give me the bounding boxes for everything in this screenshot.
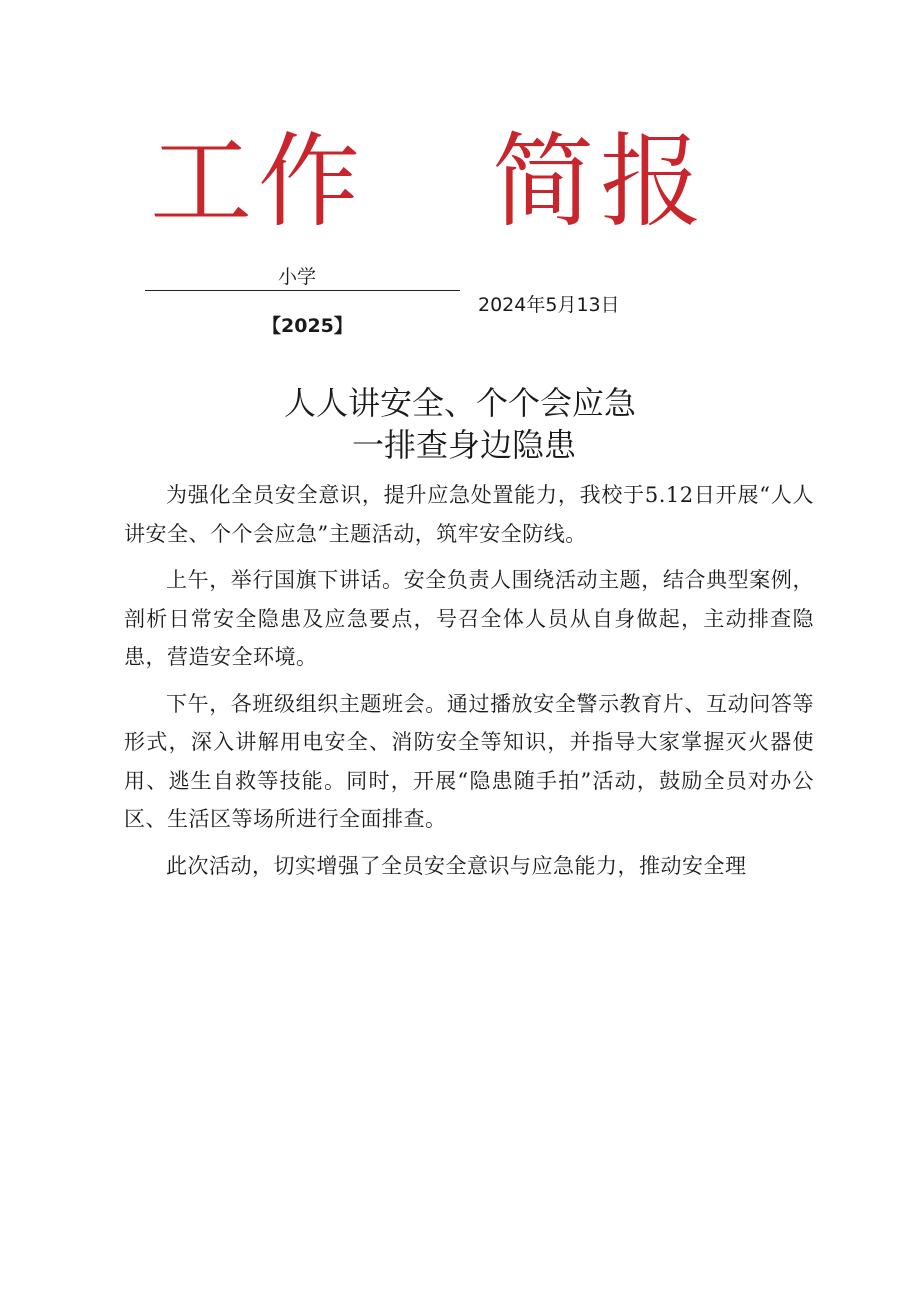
- paragraph: 下午，各班级组织主题班会。通过播放安全警示教育片、互动问答等形式，深入讲解用电安全、消防安全等知识，并指导大家掌握灭火器使用、逃生自救等技能。同时，开展“隐患随手拍”活动，鼓励全员对办公区、生活区等场所进行全面排查。: [124, 691, 814, 831]
- issue-number: 【2025】: [262, 315, 353, 337]
- paragraph: 此次活动，切实增强了全员安全意识与应急能力，推动安全理: [166, 853, 747, 878]
- article-subtitle: 一排查身边隐患: [351, 426, 576, 464]
- masthead-title: [150, 118, 750, 248]
- article-title: 人人讲安全、个个会应急: [283, 384, 636, 422]
- masthead-right: 简报: [492, 123, 708, 242]
- masthead-left: 工作: [150, 123, 366, 242]
- paragraph: 上午，举行国旗下讲话。安全负责人围绕活动主题，结合典型案例，剖析日常安全隐患及应急要点，号召全体人员从自身做起，主动排查隐患，营造安全环境。: [124, 568, 814, 669]
- article-body: [124, 476, 814, 893]
- publish-date: 2024年5月13日: [478, 294, 620, 316]
- paragraph: 为强化全员安全意识，提升应急处置能力，我校于5.12日开展“人人讲安全、个个会应急”主题活动，筑牢安全防线。: [124, 483, 814, 546]
- organization-name: 小学: [278, 266, 317, 288]
- header-rule: [145, 290, 460, 291]
